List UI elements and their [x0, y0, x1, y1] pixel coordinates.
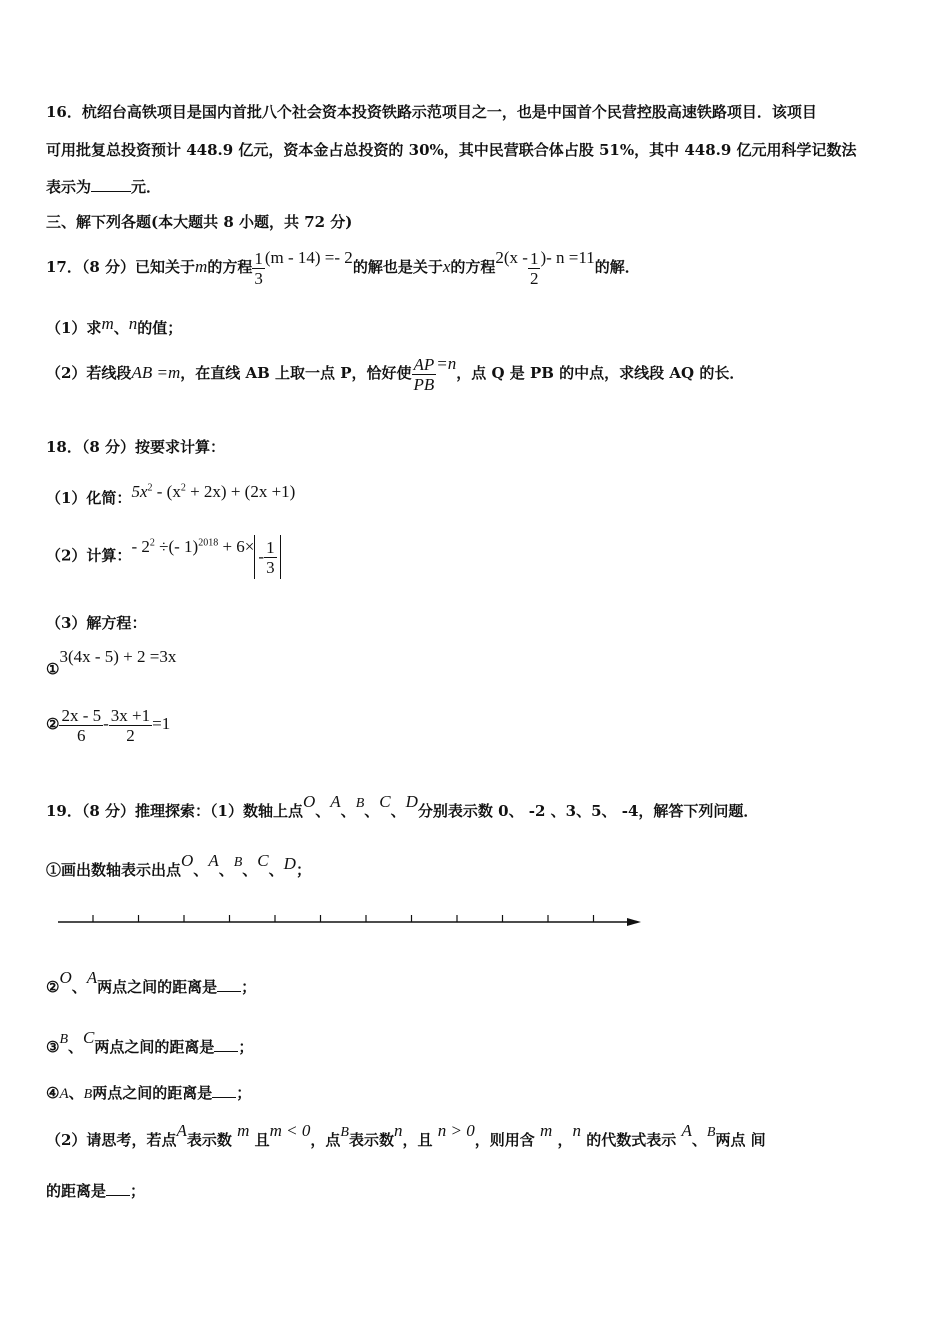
q17-var-x: x: [442, 257, 451, 276]
q18-eq2-frac1: $\frac{2x - 5}{6}$: [61, 705, 102, 745]
q17-part2: [46, 354, 744, 394]
q17-eq2-right: )- n =11: [540, 248, 595, 267]
q19-item4: ④A、B两点之间的距离是 ；: [46, 1084, 252, 1102]
q18-eq2-eq: =1: [152, 714, 171, 733]
q19-item2: ②O、A两点之间的距离是 ；: [46, 968, 257, 996]
q17-part2-fraction: $\frac{AP}{PB}$: [413, 354, 435, 394]
q18-title: 18．（8 分）按要求计算：: [46, 438, 226, 456]
number-line-arrow-icon: [627, 918, 641, 926]
q19-item4-blank[interactable]: [212, 1097, 236, 1098]
number-line[interactable]: [55, 912, 655, 932]
q19-stem-a: 19．（8 分）推理探索：（1）数轴上点: [46, 802, 303, 820]
q19-part2: （2）请思考，若点A表示数 m 且m < 0，点B表示数n，且 n > 0，则用含 m ，n 的代数式表示 A、B两点 间: [46, 1121, 766, 1149]
q19-item2-blank[interactable]: [217, 991, 241, 992]
q16-line3-end: 元．: [131, 178, 162, 196]
q19-point-A: A: [330, 792, 341, 811]
q18-eq2: [46, 704, 170, 745]
q18-eq2-minus: -: [103, 714, 109, 733]
q17-var-m: m: [195, 257, 208, 276]
q17-part2-ab-eq: AB =m: [131, 363, 181, 382]
q17-stem-d: 的方程: [450, 258, 496, 276]
q18-part3-label: （3）解方程：: [46, 614, 147, 632]
q19-point-O: O: [302, 792, 316, 811]
q19-item3-blank[interactable]: [214, 1051, 238, 1052]
number-line-ticks: [93, 915, 594, 922]
q18-part2-abs: - $\frac{1}{3}$: [254, 535, 280, 579]
q16-line2: 可用批复总投资预计 448.9 亿元，资本金占总投资的 30%，其中民营联合体占股 51%，其中 448.9 亿元用科学记数法: [46, 141, 857, 159]
q17-eq2-left: 2(x -: [495, 248, 528, 267]
q16-answer-blank[interactable]: [91, 191, 131, 192]
q18-eq1-expr: 3(4x - 5) + 2 =3x: [59, 647, 177, 666]
q18-part1: [46, 478, 296, 507]
q17-part1-end: 的值；: [137, 319, 183, 337]
q18-part2-label: （2）计算：: [46, 546, 132, 565]
q17-part1-label: （1）求: [46, 319, 102, 337]
q17-part1: [46, 314, 183, 338]
q19-point-D: D: [405, 792, 418, 811]
q19-point-B: B: [355, 796, 365, 811]
q16-line3: [46, 177, 161, 197]
q17-part1-sep: 、: [113, 319, 129, 337]
q19-stem: 19．（8 分）推理探索：（1）数轴上点O、A、B、C、D分别表示数 0、 -2 、3、5、 -4，解答下列问题．: [46, 792, 759, 820]
q17-part2-text: ，在直线 AB 上取一点 P，恰好使: [180, 364, 412, 382]
q17-stem-c: 的解也是关于: [352, 258, 443, 276]
q19-part2-blank[interactable]: [106, 1195, 130, 1196]
q19-part2-last: 的距离是 ；: [46, 1182, 146, 1200]
q17-stem-a: 17．（8 分）已知关于: [46, 258, 196, 276]
q18-part1-expr: $5x^2 - (x^2 + 2x) + (2x +1)$: [131, 481, 296, 501]
q17-stem: [46, 248, 640, 288]
q17-eq1-rest: (m - 14) =- 2: [264, 248, 353, 267]
q17-part1-m: m: [101, 314, 114, 333]
q17-part2-label: （2）若线段: [46, 364, 132, 382]
section3-heading: 三、解下列各题(本大题共 8 小题，共 72 分): [46, 213, 353, 231]
q18-eq1-label: ①: [46, 660, 60, 678]
q16-line3-text: 表示为: [46, 178, 92, 196]
q17-stem-b: 的方程: [207, 258, 253, 276]
q18-eq1: [46, 645, 177, 678]
q17-eq2-fraction: $\frac{1}{2}$: [529, 248, 539, 288]
q19-item1: ①画出数轴表示出点O、A、B、C、D；: [46, 851, 311, 879]
q17-part2-eq-n: =n: [436, 354, 457, 373]
q19-point-C: C: [379, 792, 391, 811]
q19-stem-b: 分别表示数 0、 -2 、3、5、 -4，解答下列问题．: [417, 802, 759, 820]
q18-part2: [46, 530, 281, 579]
q18-eq2-frac2: $\frac{3x +1}{2}$: [110, 705, 151, 745]
q17-part2-end: ，点 Q 是 PB 的中点，求线段 AQ 的长．: [456, 364, 745, 382]
q16-line1: 16．杭绍台高铁项目是国内首批八个社会资本投资铁路示范项目之一，也是中国首个民营控股高速铁路项目．该项目: [46, 103, 817, 121]
q19-item3: ③B、C两点之间的距离是 ；: [46, 1028, 254, 1056]
q18-part2-expr: - $2^2$ ÷(- 1)$^{2018}$ + 6×: [131, 536, 255, 556]
q17-eq1-fraction: $\frac{1}{3}$: [254, 248, 263, 288]
q18-eq2-label: ②: [46, 715, 60, 733]
q17-part1-n: n: [128, 314, 138, 333]
q17-stem-e: 的解．: [594, 258, 640, 276]
q18-part1-label: （1）化简：: [46, 488, 132, 507]
q19-item1-text: ①画出数轴表示出点: [46, 861, 182, 879]
